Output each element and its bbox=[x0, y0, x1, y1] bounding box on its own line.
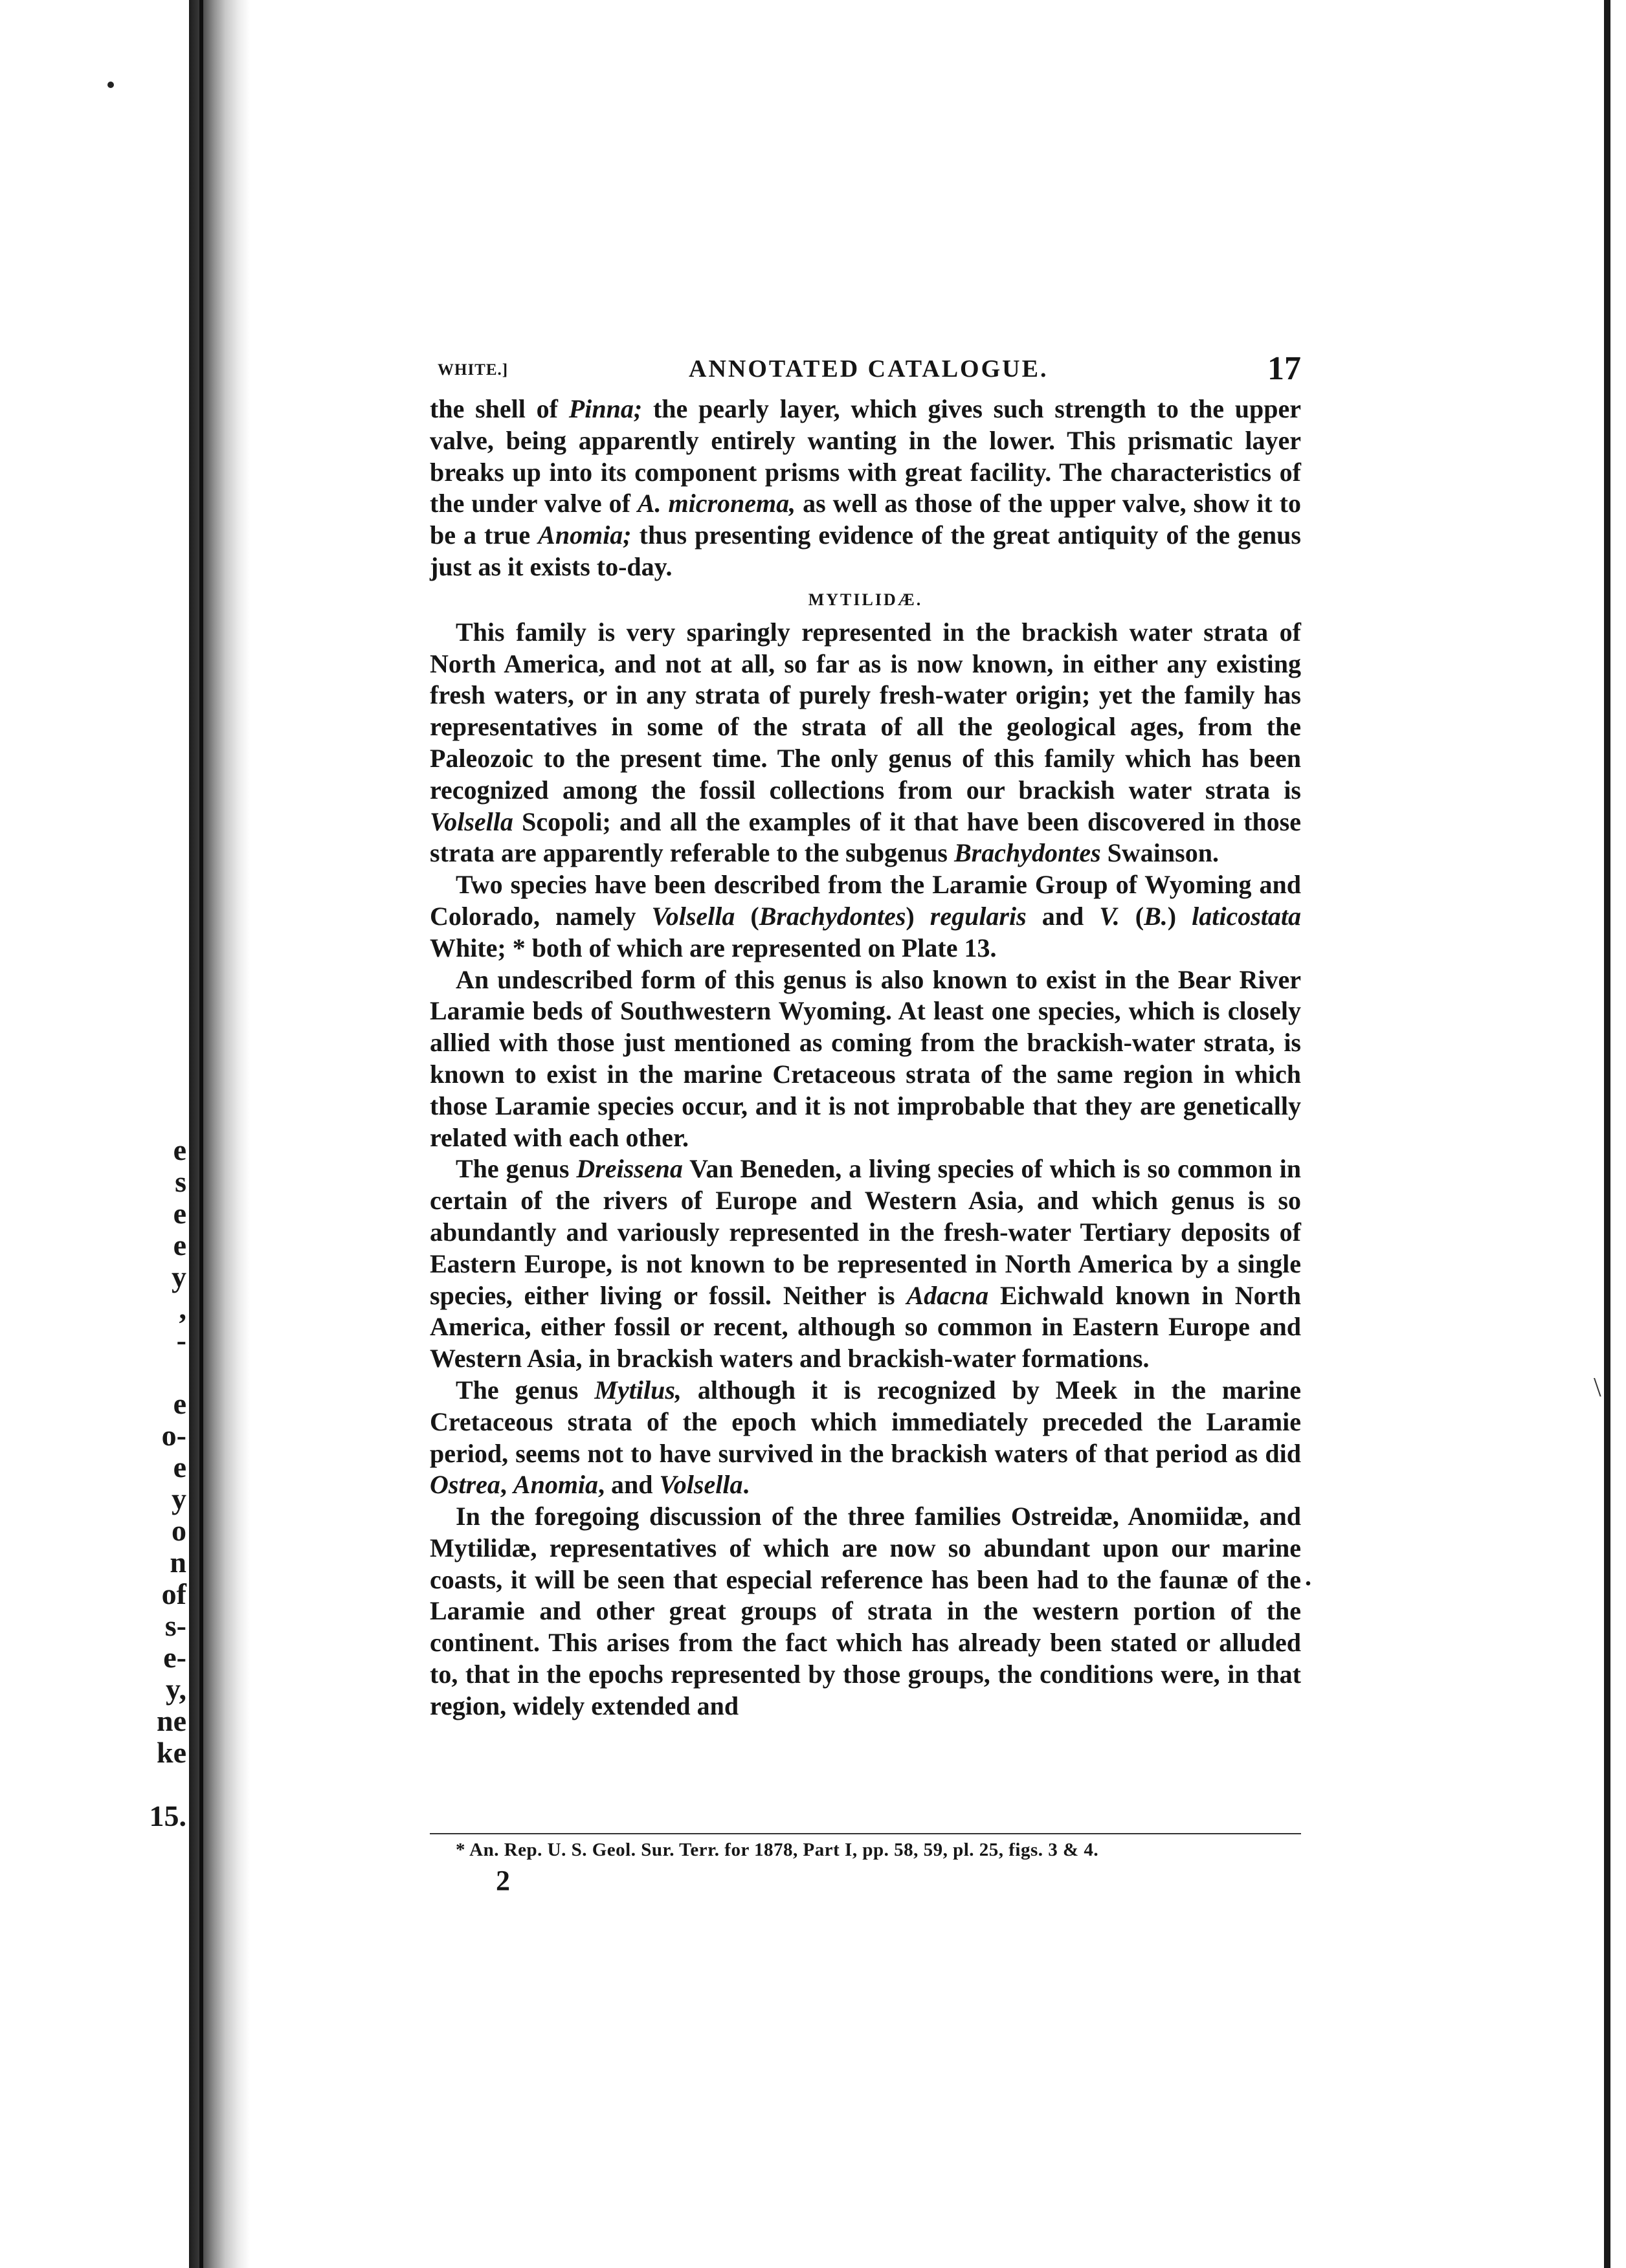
fragment: s bbox=[175, 1165, 186, 1198]
text-run: Two species have been described from the Laramie Group of Wyoming and Colorado, namely bbox=[430, 870, 1301, 931]
fragment: o bbox=[172, 1514, 186, 1547]
fragment: y bbox=[172, 1260, 186, 1293]
ink-dot bbox=[107, 82, 114, 88]
italic-term: A. micronema, bbox=[637, 489, 796, 518]
text-run: White; * both of which are represented on Plate 13. bbox=[430, 933, 997, 962]
printed-page bbox=[430, 0, 1301, 2268]
paragraph bbox=[430, 1375, 1301, 1501]
text-run: as well as those of the upper valve, show it to be a true bbox=[430, 489, 1301, 550]
italic-term: Volsella bbox=[430, 806, 513, 836]
fragment bbox=[135, 1768, 186, 1800]
text-run: This family is very sparingly represented in the brackish water strata of North America, and not at all, so far as is now known, in either any existing fresh waters, or in any strata of purely fresh-water origin; yet the family has representatives in some of the strata of all the geological ages, from the Paleozoic to the present time. The only genus of this family which has been recognized among the fossil collections from our brackish water strata is bbox=[430, 617, 1301, 805]
signature-mark: 2 bbox=[496, 1865, 510, 1896]
italic-term: B. bbox=[1144, 901, 1168, 931]
fragment: of bbox=[161, 1577, 186, 1610]
text-run: and bbox=[1026, 901, 1100, 931]
footnote: * An. Rep. U. S. Geol. Sur. Terr. for 1878, Part I, pp. 58, 59, pl. 25, figs. 3 & 4. bbox=[456, 1840, 1099, 1860]
book-gutter bbox=[189, 0, 250, 2268]
text-run: , bbox=[500, 1470, 513, 1500]
italic-term: regularis bbox=[930, 901, 1027, 931]
fragment: e- bbox=[163, 1641, 186, 1674]
running-head-author: WHITE.] bbox=[438, 361, 509, 379]
running-head bbox=[430, 350, 1301, 391]
fragment: ne bbox=[157, 1704, 186, 1737]
fragment: e bbox=[173, 1387, 186, 1420]
fragment: ke bbox=[157, 1736, 186, 1769]
italic-term: Adacna bbox=[906, 1280, 989, 1310]
text-run: Swainson. bbox=[1100, 838, 1219, 868]
text-run: Van Beneden, a living species of which is so common in certain of the rivers of Europe and Western Asia, and which genus is so abundantly and variously represented in the fresh-water Tertiary deposits of Eastern Europe, is not known to be represented in North America by a single species, either living or fossil. Neither is bbox=[430, 1154, 1301, 1310]
text-run: ( bbox=[735, 901, 759, 931]
italic-term: Volsella bbox=[659, 1470, 743, 1500]
text-run: the shell of bbox=[430, 394, 569, 423]
italic-term: Anomia; bbox=[538, 520, 632, 550]
fragment: - bbox=[176, 1324, 186, 1357]
fragment: y, bbox=[166, 1673, 186, 1706]
text-run: ( bbox=[1119, 901, 1144, 931]
fragment: e bbox=[173, 1133, 186, 1166]
fragment: , bbox=[179, 1292, 186, 1325]
italic-term: Anomia bbox=[513, 1470, 599, 1500]
text-run: the pearly layer, which gives such strength to the upper valve, being apparently entirely wanting in the lower. This prismatic layer breaks up into its component prisms with great facility. The characteristics of the under valve of bbox=[430, 394, 1302, 518]
italic-term: Mytilus, bbox=[594, 1375, 682, 1405]
section-heading: MYTILIDÆ. bbox=[808, 590, 923, 609]
text-run: although it is recognized by Meek in the marine Cretaceous strata of the epoch which immediately preceded the Laramie period, seems not to have survived in the brackish waters of that period as did bbox=[430, 1375, 1302, 1468]
paragraph bbox=[430, 964, 1301, 1154]
margin-mark: . bbox=[1305, 1562, 1311, 1591]
fragment: n bbox=[170, 1546, 186, 1579]
text-run: thus presenting evidence of the great antiquity of the genus just as it exists to-day. bbox=[430, 520, 1301, 581]
paragraph bbox=[430, 617, 1301, 869]
italic-term: Pinna; bbox=[568, 394, 643, 423]
fragment: e bbox=[173, 1451, 186, 1484]
fragment: 15. bbox=[149, 1799, 186, 1832]
paragraph bbox=[430, 394, 1301, 583]
fragment: e bbox=[173, 1197, 186, 1230]
text-run: The genus bbox=[456, 1375, 595, 1405]
italic-term: Ostrea bbox=[430, 1470, 500, 1500]
facing-page-text-fragments bbox=[135, 1134, 186, 1832]
italic-term: Brachydontes bbox=[759, 901, 906, 931]
page-edge-shadow bbox=[1604, 0, 1610, 2268]
italic-term: Dreissena bbox=[576, 1154, 683, 1184]
fragment: o- bbox=[161, 1419, 186, 1452]
text-run: , and bbox=[598, 1470, 660, 1500]
text-run: Scopoli; and all the examples of it that have been discovered in those strata are apparently referable to the subgenus bbox=[430, 806, 1301, 868]
text-run: Eichwald known in North America, either fossil or recent, although so common in Eastern Europe and Western Asia, in brackish waters and brackish-water formations. bbox=[430, 1280, 1301, 1373]
text-run: ) bbox=[906, 901, 930, 931]
text-run: ) bbox=[1167, 901, 1192, 931]
page-number: 17 bbox=[1267, 350, 1301, 387]
italic-term: Volsella bbox=[651, 901, 735, 931]
italic-term: V. bbox=[1099, 901, 1120, 931]
italic-term: laticostata bbox=[1192, 901, 1302, 931]
fragment: e bbox=[173, 1228, 186, 1262]
edge-mark: \ bbox=[1594, 1373, 1601, 1403]
paragraph bbox=[430, 869, 1301, 964]
text-run: In the foregoing discussion of the three families Ostreidæ, Anomiidæ, and Mytilidæ, representatives of which are now so abundant upon our marine coasts, it will be seen that especial reference has been had to the faunæ of the Laramie and other great groups of strata in the western portion of the continent. This arises from the fact which has already been stated or alluded to, that in the epochs represented by those groups, the conditions were, in that region, widely extended and bbox=[430, 1502, 1301, 1720]
running-head-title: ANNOTATED CATALOGUE. bbox=[689, 355, 1049, 383]
footnote-rule bbox=[430, 1833, 1301, 1834]
facing-page bbox=[0, 0, 189, 2268]
fragment bbox=[135, 1356, 186, 1388]
text-run: An undescribed form of this genus is also known to exist in the Bear River Laramie beds of Southwestern Wyoming. At least one species, which is closely allied with those just mentioned as coming from the brackish-water strata, is known to exist in the marine Cretaceous strata of the same region in which those Laramie species occur, and it is not improbable that they are genetically related with each other. bbox=[430, 964, 1301, 1152]
text-run: The genus bbox=[456, 1154, 577, 1184]
background-strip bbox=[1610, 0, 1626, 2268]
paragraph bbox=[430, 1153, 1301, 1375]
fragment: y bbox=[172, 1482, 186, 1515]
body-text bbox=[430, 394, 1301, 1722]
paragraph bbox=[430, 1501, 1301, 1722]
italic-term: Brachydontes bbox=[953, 838, 1101, 868]
text-run: . bbox=[742, 1470, 750, 1500]
fragment: s- bbox=[164, 1609, 186, 1642]
